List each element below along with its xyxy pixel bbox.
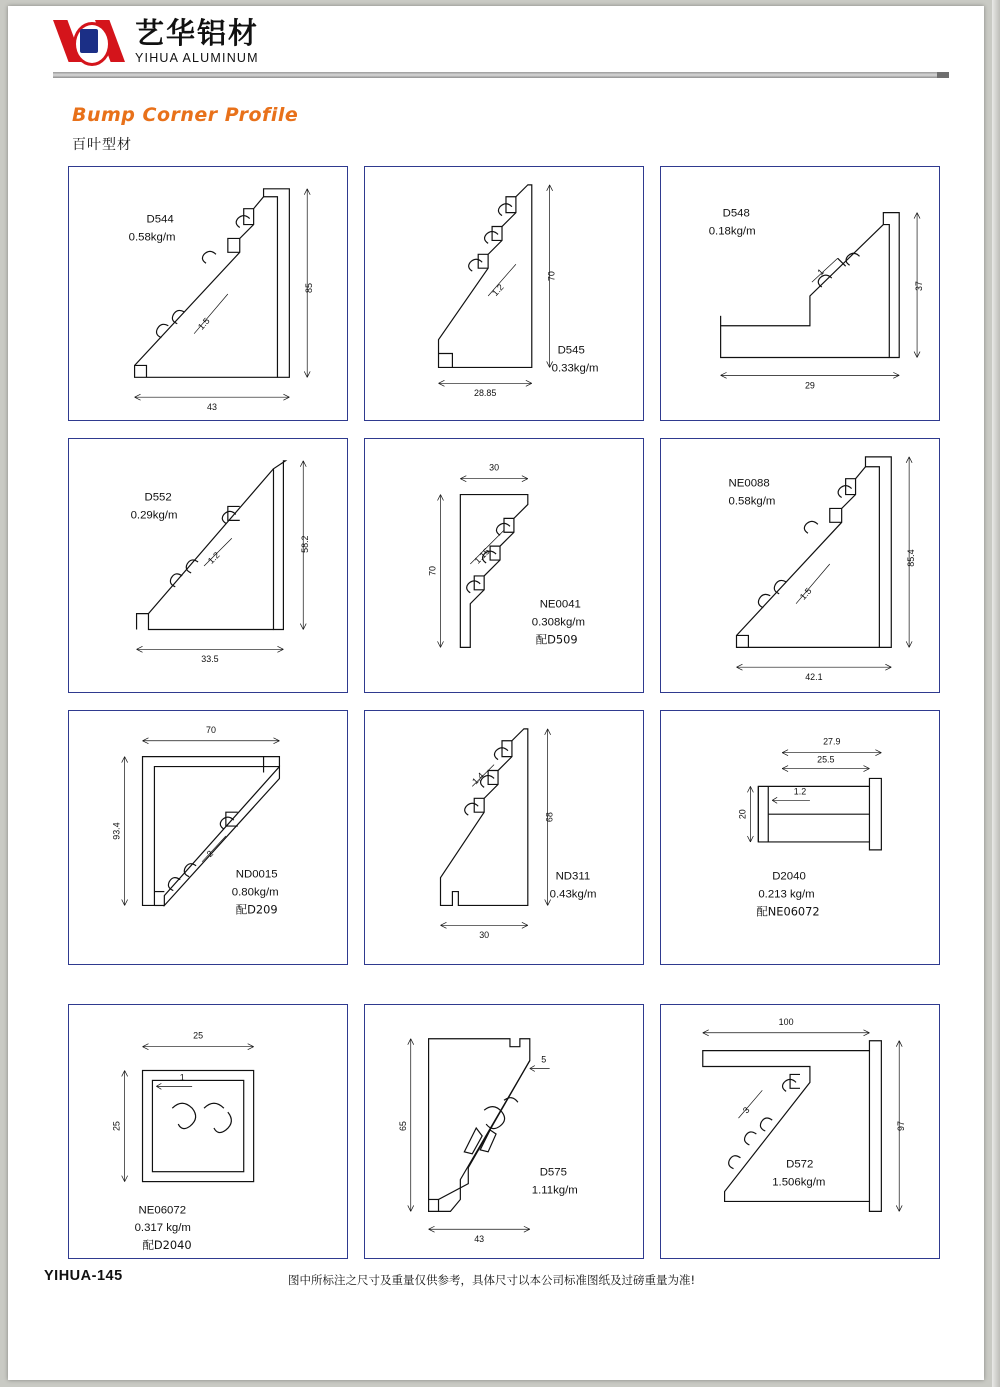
brand-name-cn: 艺华铝材 xyxy=(135,16,260,51)
dim-d575-65: 65 xyxy=(397,1121,408,1132)
book-spine xyxy=(992,0,1000,1387)
dim-d544-43: 43 xyxy=(207,402,217,413)
profile-cell-d544[interactable] xyxy=(68,166,348,421)
brand-logo xyxy=(53,18,259,66)
dim-ne06072-25-h: 25 xyxy=(111,1121,122,1132)
label-weight-nd0015: 0.80kg/m xyxy=(231,886,279,899)
dim-nd0015-93-4: 93.4 xyxy=(111,822,122,840)
dim-ne0041-30: 30 xyxy=(489,462,500,473)
page-title-en: Bump Corner Profile xyxy=(72,104,299,126)
dim-d545-1-2: 1.2 xyxy=(489,282,506,298)
dim-d548-1: 1 xyxy=(815,266,826,278)
dim-ne0041-1-15: 1.15 xyxy=(472,546,492,566)
label-weight-d552: 0.29kg/m xyxy=(130,509,178,522)
label-pair-d2040: 配NE06072 xyxy=(756,904,820,919)
page-code: YIHUA-145 xyxy=(44,1268,123,1284)
dim-d545-28-85: 28.85 xyxy=(474,388,497,399)
profile-cell-nd311[interactable] xyxy=(364,710,644,965)
dim-d2040-27-9: 27.9 xyxy=(823,736,841,747)
dim-ne0088-42-1: 42.1 xyxy=(805,672,823,683)
label-weight-d2040: 0.213 kg/m xyxy=(758,888,815,901)
dim-d552-33-5: 33.5 xyxy=(201,654,219,665)
dim-nd0015-70: 70 xyxy=(206,724,216,735)
dim-d545-70: 70 xyxy=(546,271,557,282)
dim-d548-29: 29 xyxy=(804,380,815,391)
label-weight-ne06072: 0.317 kg/m xyxy=(134,1222,191,1235)
dim-d2040-25-5: 25.5 xyxy=(817,754,835,765)
brand-name-en: YIHUA ALUMINUM xyxy=(135,51,259,66)
label-code-d575: D575 xyxy=(539,1166,567,1179)
dim-nd311-30: 30 xyxy=(479,930,490,941)
dim-nd311-68: 68 xyxy=(544,812,555,823)
dim-d544-85: 85 xyxy=(304,283,315,294)
label-pair-ne06072: 配D2040 xyxy=(142,1238,192,1253)
label-code-ne06072: NE06072 xyxy=(138,1204,187,1217)
dim-d544-1-5: 1.5 xyxy=(195,315,212,332)
label-weight-nd311: 0.43kg/m xyxy=(549,888,597,901)
dim-nd311-1-4: 1.4 xyxy=(470,770,486,787)
label-code-d572: D572 xyxy=(786,1158,814,1171)
label-code-ne0041: NE0041 xyxy=(539,598,581,611)
page-header xyxy=(8,6,984,82)
profile-cell-d548[interactable] xyxy=(660,166,940,421)
page-title-cn: 百叶型材 xyxy=(72,137,132,153)
header-divider-end xyxy=(937,72,949,78)
profile-cell-ne0088[interactable] xyxy=(660,438,940,693)
profile-cell-d572[interactable] xyxy=(660,1004,940,1259)
label-weight-d548: 0.18kg/m xyxy=(708,225,756,238)
label-weight-d572: 1.506kg/m xyxy=(772,1176,826,1189)
dim-d552-1-2: 1.2 xyxy=(205,550,222,566)
profile-cell-d575[interactable] xyxy=(364,1004,644,1259)
label-code-d548: D548 xyxy=(722,207,750,220)
yihua-logo-icon xyxy=(53,18,125,66)
dim-ne0088-1-5: 1.5 xyxy=(797,585,814,602)
dim-d572-100: 100 xyxy=(778,1016,794,1027)
label-pair-nd0015: 配D209 xyxy=(235,902,278,917)
header-divider xyxy=(53,72,937,78)
dim-ne0088-85-4: 85.4 xyxy=(906,549,917,567)
dim-ne0041-70: 70 xyxy=(427,565,438,576)
label-code-d552: D552 xyxy=(144,491,172,504)
dim-d575-5: 5 xyxy=(541,1054,547,1065)
footer-note: 图中所标注之尺寸及重量仅供参考，具体尺寸以本公司标准图纸及过磅重量为准! xyxy=(288,1273,696,1287)
label-weight-ne0088: 0.58kg/m xyxy=(728,495,776,508)
label-pair-ne0041: 配D509 xyxy=(535,632,578,647)
label-code-ne0088: NE0088 xyxy=(728,477,770,490)
profile-cell-nd0015[interactable] xyxy=(68,710,348,965)
dim-ne06072-1: 1 xyxy=(179,1072,185,1083)
profile-cell-ne06072[interactable] xyxy=(68,1004,348,1259)
label-code-d545: D545 xyxy=(557,344,585,357)
label-code-d2040: D2040 xyxy=(772,870,806,883)
dim-d2040-1-2: 1.2 xyxy=(793,786,807,797)
dim-ne06072-25-w: 25 xyxy=(193,1030,204,1041)
dim-d575-43: 43 xyxy=(474,1234,485,1245)
dim-d572-3: 3 xyxy=(740,1104,752,1116)
dim-d572-97: 97 xyxy=(896,1121,907,1132)
catalog-page xyxy=(8,6,984,1380)
label-weight-ne0041: 0.308kg/m xyxy=(531,616,585,629)
profile-cell-d552[interactable] xyxy=(68,438,348,693)
dim-d548-37: 37 xyxy=(914,281,925,292)
label-code-nd0015: ND0015 xyxy=(235,868,278,881)
dim-nd0015-2: 2 xyxy=(204,848,216,860)
label-code-nd311: ND311 xyxy=(555,870,591,883)
label-code-d544: D544 xyxy=(146,213,174,226)
dim-d552-58-2: 58.2 xyxy=(300,535,311,553)
profile-cell-d545[interactable] xyxy=(364,166,644,421)
profile-cell-ne0041[interactable] xyxy=(364,438,644,693)
label-weight-d575: 1.11kg/m xyxy=(531,1184,578,1197)
label-weight-d544: 0.58kg/m xyxy=(128,231,176,244)
label-weight-d545: 0.33kg/m xyxy=(551,362,599,375)
dim-d2040-20: 20 xyxy=(737,809,748,820)
profile-cell-d2040[interactable] xyxy=(660,710,940,965)
